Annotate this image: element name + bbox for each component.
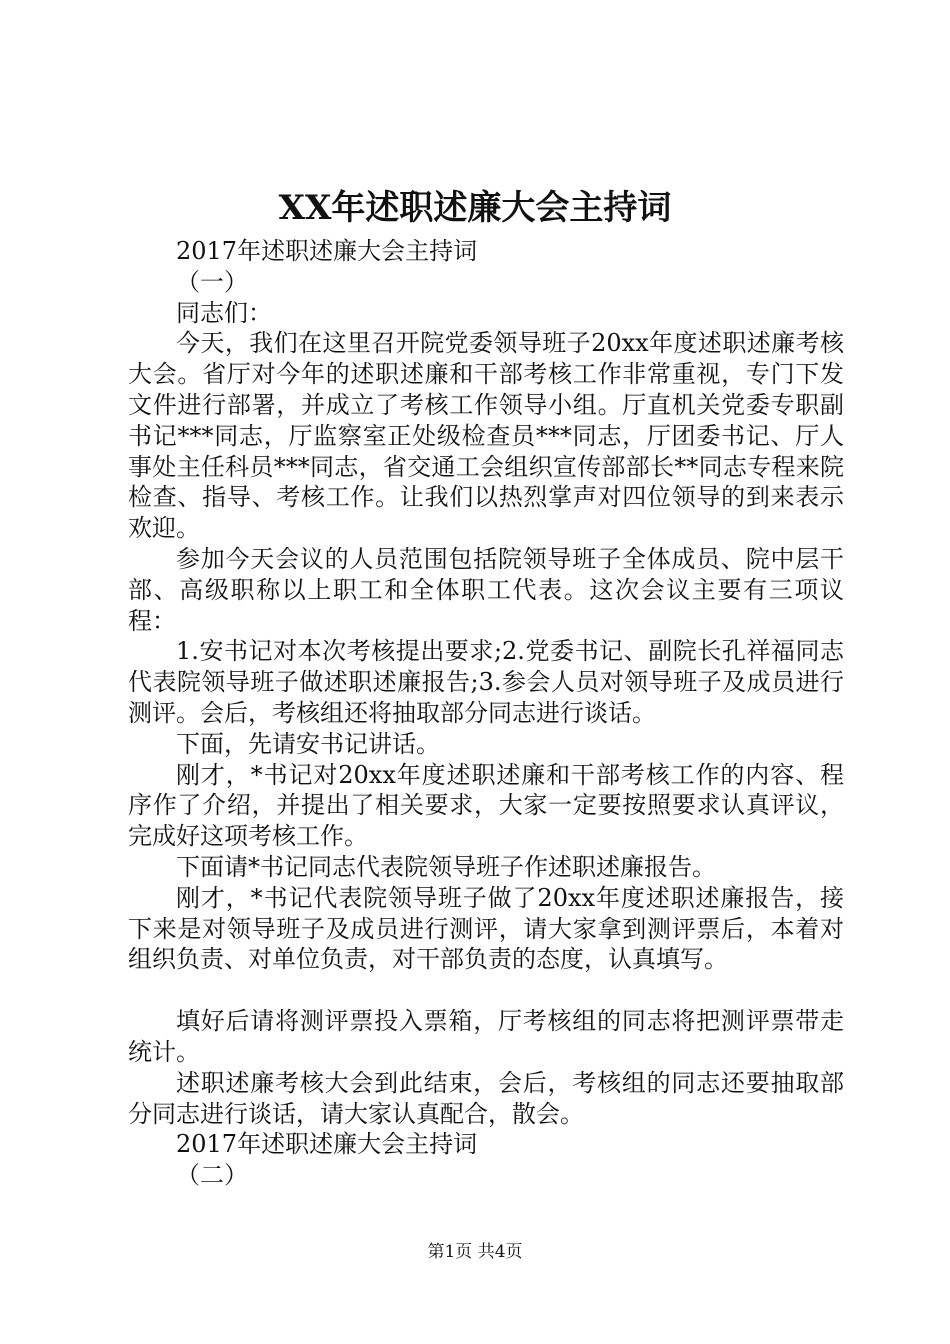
paragraph: 填好后请将测评票投入票箱，厅考核组的同志将把测评票带走统计。: [128, 1007, 844, 1066]
paragraph: 刚才，*书记对20xx年度述职述廉和干部考核工作的内容、程序作了介绍，并提出了相关要求，大家一定要按照要求认真评议，完成好这项考核工作。: [128, 760, 844, 851]
salutation: 同志们：: [176, 298, 272, 327]
document-body: [128, 236, 844, 1191]
paragraph: 下面，先请安书记讲话。: [176, 729, 440, 758]
paragraph: 1.安书记对本次考核提出要求;2.党委书记、副院长孔祥福同志代表院领导班子做述职述廉报告;3.参会人员对领导班子及成员进行测评。会后，考核组还将抽取部分同志进行谈话。: [128, 637, 844, 727]
section-number: （二）: [176, 1161, 248, 1190]
paragraph: 参加今天会议的人员范围包括院领导班子全体成员、院中层干部、高级职称以上职工和全体职工代表。这次会议主要有三项议程：: [128, 544, 844, 635]
paragraph: 下面请*书记同志代表院领导班子作述职述廉报告。: [176, 852, 716, 881]
document-title: XX年述职述廉大会主持词: [278, 188, 672, 228]
paragraph: 述职述廉考核大会到此结束，会后，考核组的同志还要抽取部分同志进行谈话，请大家认真配合，散会。: [128, 1068, 844, 1128]
paragraph: 今天，我们在这里召开院党委领导班子20xx年度述职述廉考核大会。省厅对今年的述职述廉和干部考核工作非常重视，专门下发文件进行部署，并成立了考核工作领导小组。厅直机关党委专职副书记***同志，厅监察室正处级检查员***同志，厅团委书记、厅人事处主任科员***同志，省交通工会组织宣传部部长**同志专程来院检查、指导、考核工作。让我们以热烈掌声对四位领导的到来表示欢迎。: [128, 329, 844, 543]
section-heading: 2017年述职述廉大会主持词: [176, 1130, 478, 1159]
section-heading: 2017年述职述廉大会主持词: [176, 237, 478, 265]
page-footer: 第1页 共4页: [427, 1242, 523, 1262]
paragraph: 刚才，*书记代表院领导班子做了20xx年度述职述廉报告，接下来是对领导班子及成员进行测评，请大家拿到测评票后，本着对组织负责、对单位负责，对干部负责的态度，认真填写。: [128, 883, 844, 974]
section-number: （一）: [176, 267, 248, 296]
